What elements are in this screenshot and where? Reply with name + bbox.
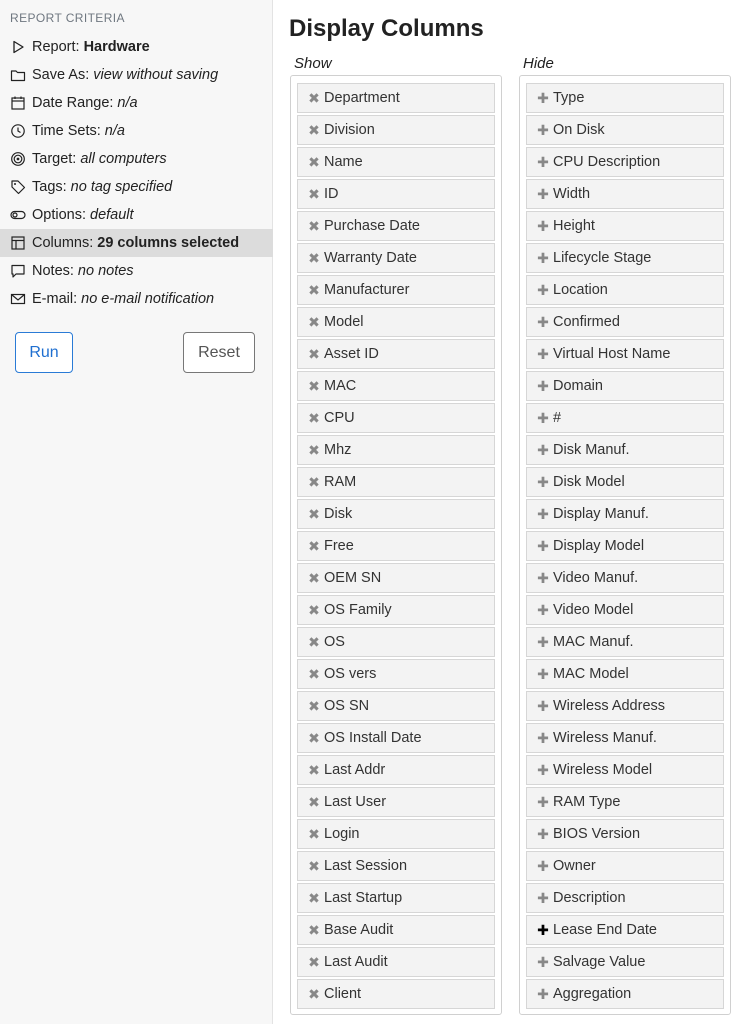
remove-x-icon: ✖ bbox=[308, 953, 320, 970]
criteria-value: default bbox=[90, 207, 134, 223]
column-label: Name bbox=[324, 154, 363, 170]
remove-x-icon: ✖ bbox=[308, 601, 320, 618]
show-columns-list bbox=[297, 83, 495, 1011]
remove-x-icon: ✖ bbox=[308, 665, 320, 682]
show-column-oem-sn[interactable] bbox=[297, 563, 495, 593]
show-column-name[interactable] bbox=[297, 147, 495, 177]
criteria-value: n/a bbox=[104, 123, 125, 139]
tag-icon bbox=[10, 179, 26, 195]
add-plus-icon: ✚ bbox=[537, 217, 549, 234]
hide-column-type[interactable] bbox=[526, 83, 724, 113]
column-label: Type bbox=[553, 90, 585, 106]
hide-column-confirmed[interactable] bbox=[526, 307, 724, 337]
add-plus-icon: ✚ bbox=[537, 185, 549, 202]
show-column-purchase-date[interactable] bbox=[297, 211, 495, 241]
column-label: Last Audit bbox=[324, 954, 388, 970]
column-label: Disk bbox=[324, 506, 353, 522]
show-column-last-audit[interactable] bbox=[297, 947, 495, 977]
remove-x-icon: ✖ bbox=[308, 505, 320, 522]
show-column-os-install-date[interactable] bbox=[297, 723, 495, 753]
show-column-last-session[interactable] bbox=[297, 851, 495, 881]
column-label: MAC Model bbox=[553, 666, 629, 682]
column-label: Wireless Model bbox=[553, 762, 653, 778]
add-plus-icon: ✚ bbox=[537, 345, 549, 362]
column-label: Model bbox=[324, 314, 364, 330]
hide-column-lease-end-date[interactable] bbox=[526, 915, 724, 945]
show-column-manufacturer[interactable] bbox=[297, 275, 495, 305]
hide-column-disk-model[interactable] bbox=[526, 467, 724, 497]
folder-icon bbox=[10, 67, 26, 83]
hide-column-salvage-value[interactable] bbox=[526, 947, 724, 977]
show-column-disk[interactable] bbox=[297, 499, 495, 529]
remove-x-icon: ✖ bbox=[308, 281, 320, 298]
criteria-item-date-range[interactable] bbox=[0, 89, 273, 117]
calendar-icon bbox=[10, 95, 26, 111]
remove-x-icon: ✖ bbox=[308, 473, 320, 490]
hide-columns-panel bbox=[519, 75, 731, 1015]
remove-x-icon: ✖ bbox=[308, 313, 320, 330]
show-column-os-family[interactable] bbox=[297, 595, 495, 625]
add-plus-icon: ✚ bbox=[537, 377, 549, 394]
criteria-value: no e-mail notification bbox=[81, 291, 215, 307]
criteria-label: Columns: bbox=[32, 235, 94, 251]
criteria-label: Tags: bbox=[32, 179, 67, 195]
show-column-login[interactable] bbox=[297, 819, 495, 849]
criteria-value: no notes bbox=[77, 263, 134, 279]
column-label: Lifecycle Stage bbox=[553, 250, 652, 266]
show-column-department[interactable] bbox=[297, 83, 495, 113]
column-label: Disk Model bbox=[553, 474, 625, 490]
hide-column-display-manuf[interactable] bbox=[526, 499, 724, 529]
show-column-os[interactable] bbox=[297, 627, 495, 657]
hide-column-mac-manuf[interactable] bbox=[526, 627, 724, 657]
criteria-item-report[interactable] bbox=[0, 33, 273, 61]
column-label: OS bbox=[324, 634, 345, 650]
column-label: # bbox=[553, 410, 562, 426]
column-label: Height bbox=[553, 218, 595, 234]
show-column-last-addr[interactable] bbox=[297, 755, 495, 785]
column-label: Last Addr bbox=[324, 762, 386, 778]
column-label: Last Startup bbox=[324, 890, 403, 906]
hide-column-virtual-host-name[interactable] bbox=[526, 339, 724, 369]
comment-icon bbox=[10, 263, 26, 279]
add-plus-icon: ✚ bbox=[537, 793, 549, 810]
hide-column-ram-type[interactable] bbox=[526, 787, 724, 817]
reset-button[interactable]: Reset bbox=[183, 332, 255, 373]
add-plus-icon: ✚ bbox=[537, 409, 549, 426]
hide-column-description[interactable] bbox=[526, 883, 724, 913]
remove-x-icon: ✖ bbox=[308, 409, 320, 426]
show-column-cpu[interactable] bbox=[297, 403, 495, 433]
column-label: BIOS Version bbox=[553, 826, 641, 842]
column-label: Confirmed bbox=[553, 314, 620, 330]
criteria-label: E-mail: bbox=[32, 291, 78, 307]
remove-x-icon: ✖ bbox=[308, 857, 320, 874]
hide-column-video-manuf[interactable] bbox=[526, 563, 724, 593]
column-label: Video Model bbox=[553, 602, 634, 618]
column-label: OS Family bbox=[324, 602, 392, 618]
remove-x-icon: ✖ bbox=[308, 121, 320, 138]
column-label: Display Manuf. bbox=[553, 506, 649, 522]
show-column-asset-id[interactable] bbox=[297, 339, 495, 369]
column-label: CPU Description bbox=[553, 154, 661, 170]
column-label: RAM bbox=[324, 474, 357, 490]
add-plus-icon: ✚ bbox=[537, 313, 549, 330]
column-label: Last Session bbox=[324, 858, 408, 874]
column-label: Lease End Date bbox=[553, 922, 657, 938]
show-column-mhz[interactable] bbox=[297, 435, 495, 465]
column-label: Disk Manuf. bbox=[553, 442, 630, 458]
report-criteria-sidebar bbox=[0, 0, 273, 1024]
criteria-label: Target: bbox=[32, 151, 77, 167]
hide-column-mac-model[interactable] bbox=[526, 659, 724, 689]
column-label: Warranty Date bbox=[324, 250, 417, 266]
remove-x-icon: ✖ bbox=[308, 345, 320, 362]
column-label: Location bbox=[553, 282, 608, 298]
criteria-value: 29 columns selected bbox=[97, 235, 240, 251]
remove-x-icon: ✖ bbox=[308, 569, 320, 586]
show-column-base-audit[interactable] bbox=[297, 915, 495, 945]
add-plus-icon: ✚ bbox=[537, 249, 549, 266]
hide-heading: Hide bbox=[523, 55, 554, 72]
hide-column-wireless-address[interactable] bbox=[526, 691, 724, 721]
column-label: Asset ID bbox=[324, 346, 379, 362]
remove-x-icon: ✖ bbox=[308, 793, 320, 810]
hide-column-height[interactable] bbox=[526, 211, 724, 241]
column-label: OS vers bbox=[324, 666, 377, 682]
run-button[interactable]: Run bbox=[15, 332, 73, 373]
show-column-ram[interactable] bbox=[297, 467, 495, 497]
add-plus-icon: ✚ bbox=[537, 729, 549, 746]
column-label: Base Audit bbox=[324, 922, 394, 938]
hide-column-video-model[interactable] bbox=[526, 595, 724, 625]
criteria-item-e-mail[interactable] bbox=[0, 285, 273, 313]
criteria-item-target[interactable] bbox=[0, 145, 273, 173]
criteria-item-save-as[interactable] bbox=[0, 61, 273, 89]
criteria-value: Hardware bbox=[83, 39, 150, 55]
add-plus-icon: ✚ bbox=[537, 825, 549, 842]
add-plus-icon: ✚ bbox=[537, 153, 549, 170]
hide-column-wireless-manuf[interactable] bbox=[526, 723, 724, 753]
criteria-label: Notes: bbox=[32, 263, 74, 279]
hide-column-aggregation[interactable] bbox=[526, 979, 724, 1009]
criteria-value: no tag specified bbox=[70, 179, 173, 195]
criteria-item-columns[interactable] bbox=[0, 229, 273, 257]
show-column-os-sn[interactable] bbox=[297, 691, 495, 721]
toggle-icon bbox=[10, 207, 26, 223]
add-plus-icon: ✚ bbox=[537, 89, 549, 106]
column-label: ID bbox=[324, 186, 339, 202]
add-plus-icon: ✚ bbox=[537, 505, 549, 522]
add-plus-icon: ✚ bbox=[537, 121, 549, 138]
criteria-value: view without saving bbox=[93, 67, 219, 83]
criteria-item-notes[interactable] bbox=[0, 257, 273, 285]
hide-column-domain[interactable] bbox=[526, 371, 724, 401]
column-label: Mhz bbox=[324, 442, 352, 458]
column-label: Wireless Manuf. bbox=[553, 730, 657, 746]
add-plus-icon: ✚ bbox=[537, 761, 549, 778]
criteria-label: Time Sets: bbox=[32, 123, 101, 139]
column-label: On Disk bbox=[553, 122, 605, 138]
hide-column-lifecycle-stage[interactable] bbox=[526, 243, 724, 273]
column-label: CPU bbox=[324, 410, 355, 426]
column-label: MAC Manuf. bbox=[553, 634, 634, 650]
page-title: Display Columns bbox=[289, 15, 484, 42]
criteria-value: all computers bbox=[80, 151, 167, 167]
column-label: OEM SN bbox=[324, 570, 382, 586]
show-column-free[interactable] bbox=[297, 531, 495, 561]
column-label: Width bbox=[553, 186, 591, 202]
column-label: Display Model bbox=[553, 538, 645, 554]
envelope-icon bbox=[10, 291, 26, 307]
column-label: Manufacturer bbox=[324, 282, 410, 298]
remove-x-icon: ✖ bbox=[308, 249, 320, 266]
column-label: RAM Type bbox=[553, 794, 621, 810]
add-plus-icon: ✚ bbox=[537, 985, 549, 1002]
show-column-last-user[interactable] bbox=[297, 787, 495, 817]
hide-column-number[interactable] bbox=[526, 403, 724, 433]
add-plus-icon: ✚ bbox=[537, 921, 549, 938]
remove-x-icon: ✖ bbox=[308, 185, 320, 202]
criteria-value: n/a bbox=[117, 95, 138, 111]
column-label: Purchase Date bbox=[324, 218, 420, 234]
hide-column-owner[interactable] bbox=[526, 851, 724, 881]
add-plus-icon: ✚ bbox=[537, 601, 549, 618]
target-icon bbox=[10, 151, 26, 167]
remove-x-icon: ✖ bbox=[308, 153, 320, 170]
remove-x-icon: ✖ bbox=[308, 825, 320, 842]
remove-x-icon: ✖ bbox=[308, 377, 320, 394]
hide-column-display-model[interactable] bbox=[526, 531, 724, 561]
hide-columns-list bbox=[526, 83, 724, 1011]
criteria-label: Save As: bbox=[32, 67, 90, 83]
column-label: Division bbox=[324, 122, 375, 138]
remove-x-icon: ✖ bbox=[308, 633, 320, 650]
remove-x-icon: ✖ bbox=[308, 889, 320, 906]
show-column-id[interactable] bbox=[297, 179, 495, 209]
add-plus-icon: ✚ bbox=[537, 665, 549, 682]
column-label: MAC bbox=[324, 378, 357, 394]
add-plus-icon: ✚ bbox=[537, 473, 549, 490]
remove-x-icon: ✖ bbox=[308, 697, 320, 714]
show-heading: Show bbox=[294, 55, 332, 72]
remove-x-icon: ✖ bbox=[308, 441, 320, 458]
show-column-model[interactable] bbox=[297, 307, 495, 337]
hide-column-wireless-model[interactable] bbox=[526, 755, 724, 785]
remove-x-icon: ✖ bbox=[308, 217, 320, 234]
table-icon bbox=[10, 235, 26, 251]
remove-x-icon: ✖ bbox=[308, 761, 320, 778]
column-label: Description bbox=[553, 890, 626, 906]
sidebar-heading: REPORT CRITERIA bbox=[10, 11, 125, 25]
column-label: Domain bbox=[553, 378, 603, 394]
show-column-division[interactable] bbox=[297, 115, 495, 145]
show-column-last-startup[interactable] bbox=[297, 883, 495, 913]
criteria-label: Report: bbox=[32, 39, 80, 55]
column-label: OS SN bbox=[324, 698, 370, 714]
remove-x-icon: ✖ bbox=[308, 921, 320, 938]
criteria-list bbox=[0, 33, 273, 313]
column-label: Video Manuf. bbox=[553, 570, 639, 586]
hide-column-disk-manuf[interactable] bbox=[526, 435, 724, 465]
clock-icon bbox=[10, 123, 26, 139]
add-plus-icon: ✚ bbox=[537, 697, 549, 714]
column-label: Virtual Host Name bbox=[553, 346, 671, 362]
add-plus-icon: ✚ bbox=[537, 441, 549, 458]
criteria-item-options[interactable] bbox=[0, 201, 273, 229]
hide-column-on-disk[interactable] bbox=[526, 115, 724, 145]
add-plus-icon: ✚ bbox=[537, 537, 549, 554]
remove-x-icon: ✖ bbox=[308, 985, 320, 1002]
criteria-label: Options: bbox=[32, 207, 86, 223]
criteria-item-time-sets[interactable] bbox=[0, 117, 273, 145]
show-column-mac[interactable] bbox=[297, 371, 495, 401]
criteria-label: Date Range: bbox=[32, 95, 114, 111]
column-label: Wireless Address bbox=[553, 698, 666, 714]
column-label: Last User bbox=[324, 794, 387, 810]
add-plus-icon: ✚ bbox=[537, 633, 549, 650]
play-outline-icon bbox=[10, 39, 26, 55]
remove-x-icon: ✖ bbox=[308, 537, 320, 554]
column-label: Login bbox=[324, 826, 360, 842]
column-label: OS Install Date bbox=[324, 730, 422, 746]
criteria-item-tags[interactable] bbox=[0, 173, 273, 201]
add-plus-icon: ✚ bbox=[537, 281, 549, 298]
show-column-warranty-date[interactable] bbox=[297, 243, 495, 273]
hide-column-location[interactable] bbox=[526, 275, 724, 305]
hide-column-cpu-description[interactable] bbox=[526, 147, 724, 177]
show-column-os-vers[interactable] bbox=[297, 659, 495, 689]
remove-x-icon: ✖ bbox=[308, 729, 320, 746]
remove-x-icon: ✖ bbox=[308, 89, 320, 106]
add-plus-icon: ✚ bbox=[537, 953, 549, 970]
column-label: Client bbox=[324, 986, 362, 1002]
column-label: Aggregation bbox=[553, 986, 632, 1002]
column-label: Free bbox=[324, 538, 354, 554]
show-columns-panel bbox=[290, 75, 502, 1015]
column-label: Salvage Value bbox=[553, 954, 646, 970]
column-label: Owner bbox=[553, 858, 596, 874]
show-column-client[interactable] bbox=[297, 979, 495, 1009]
column-label: Department bbox=[324, 90, 400, 106]
add-plus-icon: ✚ bbox=[537, 857, 549, 874]
add-plus-icon: ✚ bbox=[537, 569, 549, 586]
hide-column-bios-version[interactable] bbox=[526, 819, 724, 849]
add-plus-icon: ✚ bbox=[537, 889, 549, 906]
hide-column-width[interactable] bbox=[526, 179, 724, 209]
